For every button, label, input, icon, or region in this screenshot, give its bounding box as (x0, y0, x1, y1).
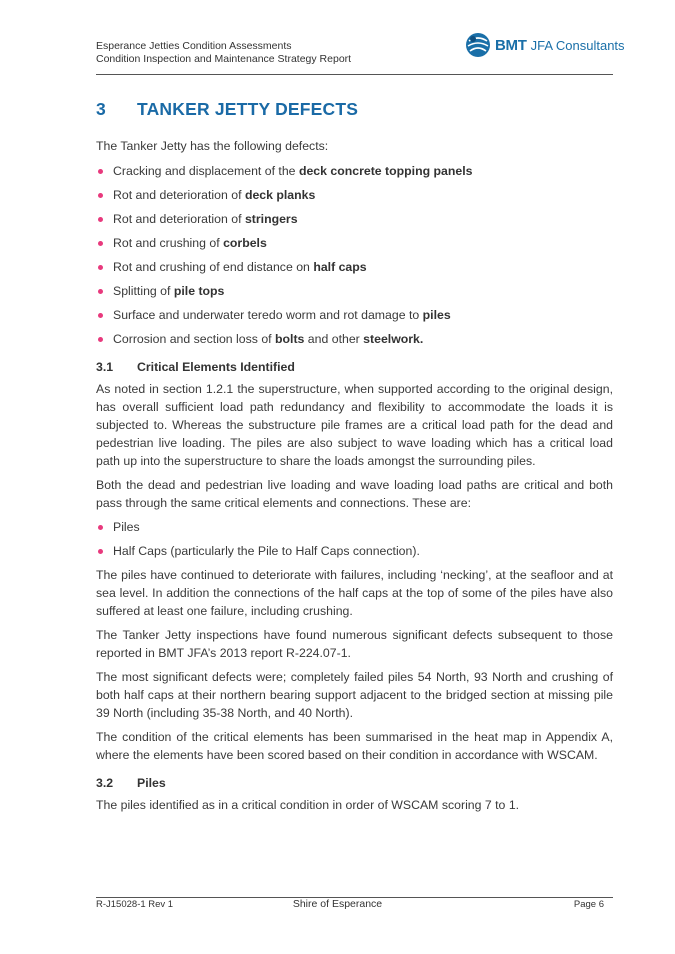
paragraph: The condition of the critical elements has been summarised in the heat map in Appendix A, where the elements have been scored based on their condition in accordance with WSCAM. (96, 730, 613, 762)
subsection-heading-piles: 3.2 Piles (96, 776, 166, 790)
subsection-heading-critical: 3.1 Critical Elements Identified (96, 360, 295, 374)
section-number: 3 (96, 99, 106, 119)
list-item: Half Caps (particularly the Pile to Half Caps connection). (96, 542, 613, 566)
footer-page-number: Page 6 (573, 899, 604, 910)
running-header (96, 40, 351, 66)
defect-item: Surface and underwater teredo worm and rot damage to piles (96, 306, 613, 330)
logo-jfa-text: JFA Consultants (530, 37, 625, 53)
paragraph: The piles have continued to deteriorate with failures, including ‘necking’, at the seafloor and at sea level. In addition the connections of the half caps at the top of some of the piles have also suffered at least one failure, including crushing. (96, 568, 613, 618)
section-heading (96, 100, 613, 124)
section-intro: The Tanker Jetty has the following defects: (96, 139, 329, 153)
company-logo (464, 30, 625, 60)
paragraph: The most significant defects were; completely failed piles 54 North, 93 North and crushing of both half caps at their northern bearing support adjacent to the bridged section at missing pile 39 North (including 35-38 North, and 40 North). (96, 670, 613, 720)
section-title: TANKER JETTY DEFECTS (137, 99, 359, 119)
defect-item: Rot and crushing of corbels (96, 234, 613, 258)
defect-item: Cracking and displacement of the deck concrete topping panels (96, 162, 613, 186)
critical-elements-list (96, 518, 613, 566)
page-body (96, 100, 613, 814)
header-divider (96, 74, 613, 75)
defect-item: Corrosion and section loss of bolts and other steelwork. (96, 330, 613, 354)
header-line-1: Esperance Jetties Condition Assessments (96, 40, 292, 52)
header-line-2: Condition Inspection and Maintenance Strategy Report (96, 53, 352, 65)
defect-item: Rot and deterioration of deck planks (96, 186, 613, 210)
footer-client: Shire of Esperance (292, 898, 383, 910)
defect-item: Rot and deterioration of stringers (96, 210, 613, 234)
footer-report-id: R-J15028-1 Rev 1 (96, 899, 174, 910)
defect-item: Rot and crushing of end distance on half caps (96, 258, 613, 282)
paragraph: As noted in section 1.2.1 the superstructure, when supported according to the original design, has overall sufficient load path redundancy and flexibility to accommodate the loads it is subjected to. Whereas the substructure pile frames are a critical load path for the dead and pedestrian live loading. The piles are also subject to wave loading which has a critical load path up into the superstructure to share the loads amongst the surrounding piles. (96, 382, 613, 468)
defect-item: Splitting of pile tops (96, 282, 613, 306)
paragraph: The Tanker Jetty inspections have found numerous significant defects subsequent to those reported in BMT JFA’s 2013 report R-224.07-1. (96, 628, 613, 660)
paragraph: The piles identified as in a critical condition in order of WSCAM scoring 7 to 1. (96, 798, 520, 812)
globe-logo-icon (464, 31, 492, 59)
list-item: Piles (96, 518, 613, 542)
defects-list (96, 162, 613, 354)
logo-bmt-text: BMT (495, 36, 527, 54)
paragraph: Both the dead and pedestrian live loading and wave loading load paths are critical and both pass through the same critical elements and connections. These are: (96, 478, 613, 510)
